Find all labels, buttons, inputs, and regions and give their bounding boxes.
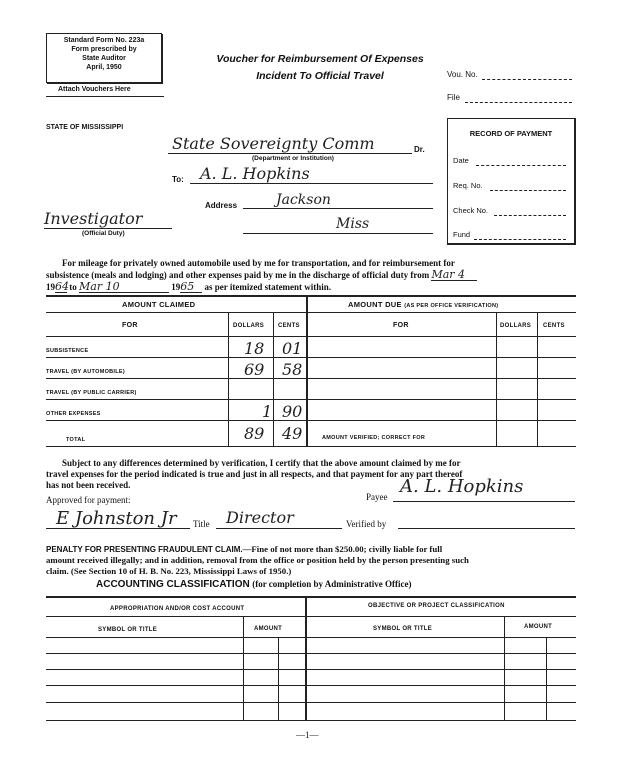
left-symbol-header: SYMBOL OR TITLE — [98, 627, 158, 633]
form-title-line1: Voucher for Reimbursement Of Expenses — [216, 53, 424, 65]
row-other-cents: 90 — [282, 402, 303, 421]
record-of-payment-box — [447, 118, 576, 245]
penalty-line2: amount received illegally; and in addition, removal from the office or position held by the person presenting such — [46, 555, 469, 565]
req-no-label: Req. No. — [453, 181, 483, 190]
amount-due-title: AMOUNT DUE — [348, 300, 402, 309]
accounting-subtitle: (for completion by Administrative Office) — [252, 579, 412, 589]
file-field[interactable] — [465, 102, 572, 103]
form-number-box — [46, 33, 162, 83]
accounting-title-text: ACCOUNTING CLASSIFICATION — [96, 579, 250, 590]
form-title — [190, 51, 450, 85]
to-label-text: to — [69, 282, 77, 292]
intro-line1: For mileage for privately owned automobile used by me for transportation, and for reimbursement for — [62, 258, 455, 268]
from-date: Mar 4 — [431, 269, 477, 281]
penalty-line3: claim. (See Section 10 of H. B. No. 223, Mississippi Laws of 1950.) — [46, 566, 292, 576]
amount-verified-note: AMOUNT VERIFIED; CORRECT FOR — [322, 435, 426, 441]
title-value: Director — [226, 508, 294, 527]
official-duty-value: Investigator — [44, 209, 143, 228]
due-cents-header: CENTS — [543, 323, 565, 329]
right-symbol-header: SYMBOL OR TITLE — [373, 626, 433, 632]
due-dollars-header: DOLLARS — [500, 323, 532, 329]
voucher-number-field[interactable] — [482, 79, 572, 80]
certify-line3: has not been received. — [46, 480, 131, 490]
row-other-label: OTHER EXPENSES — [46, 411, 101, 417]
record-of-payment-title: RECORD OF PAYMENT — [469, 129, 553, 138]
form-title-line2: Incident To Official Travel — [256, 70, 384, 82]
fund-label: Fund — [453, 230, 471, 239]
year1-value: 64 — [55, 280, 69, 293]
check-no-label: Check No. — [453, 206, 489, 215]
objective-header: OBJECTIVE OR PROJECT CLASSIFICATION — [368, 603, 505, 609]
row-travel-auto-label: TRAVEL (BY AUTOMOBILE) — [46, 369, 126, 375]
fund-field[interactable] — [474, 239, 566, 240]
voucher-number-label: Vou. No. — [447, 70, 478, 79]
year2-value: 65 — [180, 281, 202, 293]
verified-by-label: Verified by — [346, 519, 387, 529]
page-number: —1— — [296, 730, 319, 740]
accounting-title — [96, 579, 412, 590]
req-no-field[interactable] — [490, 190, 566, 191]
department-value: State Sovereignty Comm — [172, 134, 375, 153]
row-total-cents: 49 — [282, 424, 303, 443]
claimed-cents-header: CENTS — [278, 323, 300, 329]
payee-value: A. L. Hopkins — [400, 476, 524, 497]
address-line2: Miss — [336, 216, 370, 232]
approved-label: Approved for payment: — [46, 495, 131, 505]
payment-date-field[interactable] — [476, 165, 566, 166]
to-value: A. L. Hopkins — [200, 164, 310, 183]
file-label: File — [447, 93, 460, 102]
year2-prefix: 19 — [171, 282, 181, 292]
row-travel-auto-dollars: 69 — [244, 360, 265, 379]
official-duty-caption: (Official Duty) — [82, 230, 125, 237]
certify-line2: travel expenses for the period indicated is true and just in all respects, and that payment for any part thereof — [46, 469, 463, 479]
form-number: Standard Form No. 223a — [63, 37, 145, 44]
form-auditor: State Auditor — [82, 55, 126, 62]
amount-due-note: (AS PER OFFICE VERIFICATION) — [404, 303, 499, 309]
intro-line2: subsistence (meals and lodging) and other expenses paid by me in the discharge of official duty from — [46, 270, 430, 280]
intro-suffix: as per itemized statement within. — [204, 282, 332, 292]
row-subsistence-cents: 01 — [282, 339, 303, 358]
claimed-for-header: FOR — [122, 322, 138, 329]
certify-line1: Subject to any differences determined by verification, I certify that the above amount claimed by me for — [62, 458, 461, 468]
form-date: April, 1950 — [86, 64, 122, 71]
approver-signature: E Johnston Jr — [56, 508, 177, 529]
payee-label: Payee — [366, 492, 388, 502]
year1-prefix: 19 — [46, 282, 55, 292]
title-label: Title — [193, 519, 210, 529]
address-line1: Jackson — [276, 192, 331, 208]
penalty-text — [46, 544, 576, 577]
payment-date-label: Date — [453, 156, 469, 165]
row-total-label: TOTAL — [66, 437, 86, 443]
amount-claimed-header: AMOUNT CLAIMED — [122, 300, 196, 309]
attach-vouchers-note: Attach Vouchers Here — [58, 86, 131, 93]
check-no-field[interactable] — [494, 215, 566, 216]
state-label: STATE OF MISSISSIPPI — [46, 124, 124, 131]
left-amount-header: AMOUNT — [254, 626, 283, 632]
form-prescribed: Form prescribed by — [71, 46, 137, 53]
row-subsistence-label: SUBSISTENCE — [46, 348, 89, 354]
row-subsistence-dollars: 18 — [244, 339, 265, 358]
department-suffix: Dr. — [414, 145, 425, 154]
amount-due-header — [348, 300, 498, 309]
claimed-dollars-header: DOLLARS — [233, 323, 265, 329]
row-other-dollars: 1 — [262, 402, 273, 421]
to-label: To: — [172, 175, 184, 184]
intro-text — [46, 258, 576, 293]
department-caption: (Department or Institution) — [252, 155, 334, 162]
to-date: Mar 10 — [79, 281, 169, 293]
penalty-line1: —Fine of not more than $250.00; civilly liable for full — [242, 544, 443, 554]
row-travel-auto-cents: 58 — [282, 360, 303, 379]
appropriation-header: APPROPRIATION AND/OR COST ACCOUNT — [110, 606, 245, 612]
penalty-heading: PENALTY FOR PRESENTING FRAUDULENT CLAIM. — [46, 545, 243, 554]
due-for-header: FOR — [393, 322, 409, 329]
right-amount-header: AMOUNT — [524, 624, 553, 630]
address-label: Address — [205, 201, 238, 210]
row-travel-carrier-label: TRAVEL (BY PUBLIC CARRIER) — [46, 390, 137, 396]
row-total-dollars: 89 — [244, 424, 265, 443]
